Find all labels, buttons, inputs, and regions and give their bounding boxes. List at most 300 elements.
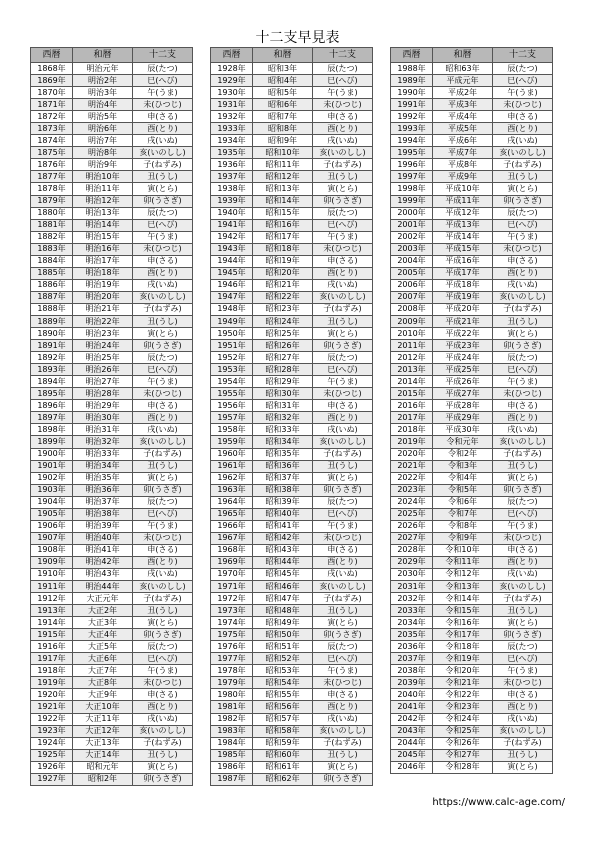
table-row	[391, 593, 553, 605]
table-row	[391, 412, 553, 424]
cell-japanese-era: 昭和45年	[253, 568, 313, 580]
cell-zodiac: 戌(いぬ)	[133, 135, 193, 147]
cell-western-year: 1974年	[211, 617, 253, 629]
cell-western-year: 1936年	[211, 159, 253, 171]
table-row	[31, 340, 193, 352]
cell-zodiac: 未(ひつじ)	[313, 99, 373, 111]
cell-zodiac: 酉(とり)	[133, 267, 193, 279]
table-row	[31, 255, 193, 267]
cell-western-year: 2020年	[391, 448, 433, 460]
cell-western-year: 1970年	[211, 568, 253, 580]
cell-japanese-era: 昭和30年	[253, 388, 313, 400]
cell-japanese-era: 明治21年	[73, 303, 133, 315]
cell-western-year: 2015年	[391, 388, 433, 400]
cell-zodiac: 戌(いぬ)	[313, 713, 373, 725]
cell-japanese-era: 明治22年	[73, 315, 133, 327]
cell-zodiac: 未(ひつじ)	[313, 532, 373, 544]
cell-zodiac: 寅(とら)	[133, 472, 193, 484]
cell-zodiac: 申(さる)	[493, 255, 553, 267]
cell-zodiac: 午(うま)	[493, 87, 553, 99]
cell-japanese-era: 明治27年	[73, 376, 133, 388]
cell-zodiac: 子(ねずみ)	[493, 593, 553, 605]
cell-western-year: 1994年	[391, 135, 433, 147]
table-row	[31, 605, 193, 617]
cell-japanese-era: 大正6年	[73, 653, 133, 665]
table-row	[211, 63, 373, 75]
cell-japanese-era: 令和27年	[433, 749, 493, 761]
cell-western-year: 2032年	[391, 593, 433, 605]
cell-western-year: 1952年	[211, 352, 253, 364]
table-row	[391, 376, 553, 388]
cell-zodiac: 辰(たつ)	[493, 496, 553, 508]
cell-zodiac: 申(さる)	[313, 544, 373, 556]
cell-western-year: 1944年	[211, 255, 253, 267]
cell-western-year: 2037年	[391, 653, 433, 665]
table-row	[391, 508, 553, 520]
cell-western-year: 1975年	[211, 629, 253, 641]
table-row	[211, 520, 373, 532]
cell-zodiac: 申(さる)	[133, 400, 193, 412]
cell-western-year: 2044年	[391, 737, 433, 749]
cell-japanese-era: 昭和28年	[253, 364, 313, 376]
header-zodiac: 十二支	[313, 48, 373, 63]
cell-japanese-era: 令和元年	[433, 436, 493, 448]
table-row	[391, 135, 553, 147]
cell-zodiac: 子(ねずみ)	[313, 159, 373, 171]
cell-japanese-era: 昭和50年	[253, 629, 313, 641]
table-row	[31, 279, 193, 291]
cell-japanese-era: 昭和53年	[253, 665, 313, 677]
cell-western-year: 1903年	[31, 484, 73, 496]
cell-japanese-era: 昭和4年	[253, 75, 313, 87]
cell-zodiac: 亥(いのしし)	[133, 147, 193, 159]
cell-zodiac: 未(ひつじ)	[313, 677, 373, 689]
table-row	[31, 99, 193, 111]
cell-japanese-era: 平成23年	[433, 340, 493, 352]
table-row	[391, 448, 553, 460]
cell-western-year: 1960年	[211, 448, 253, 460]
cell-zodiac: 子(ねずみ)	[493, 159, 553, 171]
table-row	[391, 520, 553, 532]
cell-zodiac: 巳(へび)	[313, 364, 373, 376]
table-row	[31, 231, 193, 243]
cell-japanese-era: 平成8年	[433, 159, 493, 171]
cell-zodiac: 亥(いのしし)	[133, 291, 193, 303]
cell-japanese-era: 令和4年	[433, 472, 493, 484]
cell-zodiac: 寅(とら)	[493, 617, 553, 629]
cell-zodiac: 丑(うし)	[133, 460, 193, 472]
cell-western-year: 1980年	[211, 689, 253, 701]
cell-zodiac: 亥(いのしし)	[313, 147, 373, 159]
cell-japanese-era: 昭和18年	[253, 243, 313, 255]
cell-western-year: 1914年	[31, 617, 73, 629]
cell-zodiac: 未(ひつじ)	[493, 677, 553, 689]
cell-zodiac: 寅(とら)	[493, 328, 553, 340]
cell-western-year: 1934年	[211, 135, 253, 147]
table-row	[391, 111, 553, 123]
table-row	[391, 364, 553, 376]
cell-japanese-era: 昭和62年	[253, 773, 313, 785]
cell-japanese-era: 昭和10年	[253, 147, 313, 159]
table-row	[31, 171, 193, 183]
cell-western-year: 1918年	[31, 665, 73, 677]
table-row	[31, 617, 193, 629]
cell-japanese-era: 昭和5年	[253, 87, 313, 99]
cell-zodiac: 寅(とら)	[133, 328, 193, 340]
cell-japanese-era: 明治13年	[73, 207, 133, 219]
cell-zodiac: 酉(とり)	[313, 123, 373, 135]
cell-zodiac: 戌(いぬ)	[313, 424, 373, 436]
table-row	[211, 424, 373, 436]
table-row	[211, 75, 373, 87]
cell-japanese-era: 平成3年	[433, 99, 493, 111]
table-row	[391, 99, 553, 111]
cell-western-year: 2023年	[391, 484, 433, 496]
cell-western-year: 1912年	[31, 593, 73, 605]
table-row	[31, 424, 193, 436]
cell-western-year: 1943年	[211, 243, 253, 255]
header-zodiac: 十二支	[493, 48, 553, 63]
table-row	[211, 701, 373, 713]
cell-zodiac: 申(さる)	[313, 689, 373, 701]
cell-zodiac: 亥(いのしし)	[493, 436, 553, 448]
cell-zodiac: 辰(たつ)	[313, 496, 373, 508]
cell-western-year: 1996年	[391, 159, 433, 171]
cell-japanese-era: 昭和39年	[253, 496, 313, 508]
cell-western-year: 1924年	[31, 737, 73, 749]
cell-zodiac: 丑(うし)	[313, 315, 373, 327]
cell-japanese-era: 昭和42年	[253, 532, 313, 544]
cell-western-year: 1939年	[211, 195, 253, 207]
cell-japanese-era: 明治29年	[73, 400, 133, 412]
cell-western-year: 1928年	[211, 63, 253, 75]
cell-japanese-era: 明治43年	[73, 568, 133, 580]
table-row	[31, 508, 193, 520]
table-row	[391, 689, 553, 701]
cell-zodiac: 辰(たつ)	[493, 207, 553, 219]
table-row	[391, 388, 553, 400]
cell-western-year: 1984年	[211, 737, 253, 749]
table-row	[31, 159, 193, 171]
cell-western-year: 1997年	[391, 171, 433, 183]
cell-zodiac: 寅(とら)	[493, 183, 553, 195]
cell-zodiac: 子(ねずみ)	[313, 593, 373, 605]
cell-japanese-era: 昭和21年	[253, 279, 313, 291]
cell-western-year: 1932年	[211, 111, 253, 123]
cell-western-year: 1991年	[391, 99, 433, 111]
cell-japanese-era: 昭和47年	[253, 593, 313, 605]
cell-zodiac: 巳(へび)	[133, 75, 193, 87]
cell-japanese-era: 明治32年	[73, 436, 133, 448]
table-row	[391, 171, 553, 183]
cell-western-year: 1913年	[31, 605, 73, 617]
cell-western-year: 1909年	[31, 556, 73, 568]
cell-japanese-era: 平成22年	[433, 328, 493, 340]
table-row	[31, 376, 193, 388]
table-row	[391, 737, 553, 749]
cell-western-year: 1969年	[211, 556, 253, 568]
cell-japanese-era: 明治35年	[73, 472, 133, 484]
cell-japanese-era: 明治38年	[73, 508, 133, 520]
cell-western-year: 1868年	[31, 63, 73, 75]
cell-japanese-era: 平成14年	[433, 231, 493, 243]
cell-zodiac: 丑(うし)	[313, 171, 373, 183]
cell-zodiac: 酉(とり)	[313, 701, 373, 713]
cell-zodiac: 卯(うさぎ)	[133, 340, 193, 352]
cell-japanese-era: 昭和44年	[253, 556, 313, 568]
cell-japanese-era: 平成21年	[433, 315, 493, 327]
cell-japanese-era: 昭和43年	[253, 544, 313, 556]
cell-japanese-era: 昭和33年	[253, 424, 313, 436]
cell-western-year: 1870年	[31, 87, 73, 99]
cell-western-year: 1881年	[31, 219, 73, 231]
table-row	[31, 63, 193, 75]
cell-zodiac: 丑(うし)	[313, 605, 373, 617]
table-row	[391, 75, 553, 87]
cell-zodiac: 戌(いぬ)	[493, 424, 553, 436]
table-row	[391, 424, 553, 436]
table-row	[31, 665, 193, 677]
cell-japanese-era: 令和21年	[433, 677, 493, 689]
cell-western-year: 1906年	[31, 520, 73, 532]
table-row	[211, 484, 373, 496]
table-row	[31, 460, 193, 472]
cell-japanese-era: 平成15年	[433, 243, 493, 255]
table-row	[211, 713, 373, 725]
cell-zodiac: 戌(いぬ)	[133, 568, 193, 580]
cell-western-year: 2036年	[391, 641, 433, 653]
cell-western-year: 1990年	[391, 87, 433, 99]
cell-zodiac: 寅(とら)	[493, 472, 553, 484]
cell-western-year: 1999年	[391, 195, 433, 207]
cell-western-year: 2008年	[391, 303, 433, 315]
cell-western-year: 2025年	[391, 508, 433, 520]
cell-western-year: 1979年	[211, 677, 253, 689]
cell-japanese-era: 平成6年	[433, 135, 493, 147]
cell-western-year: 2003年	[391, 243, 433, 255]
table-row	[391, 581, 553, 593]
cell-zodiac: 戌(いぬ)	[133, 713, 193, 725]
table-row	[31, 135, 193, 147]
table-row	[211, 183, 373, 195]
cell-japanese-era: 平成4年	[433, 111, 493, 123]
cell-japanese-era: 大正11年	[73, 713, 133, 725]
cell-western-year: 1907年	[31, 532, 73, 544]
cell-western-year: 2031年	[391, 581, 433, 593]
cell-japanese-era: 平成16年	[433, 255, 493, 267]
cell-japanese-era: 昭和12年	[253, 171, 313, 183]
cell-japanese-era: 昭和29年	[253, 376, 313, 388]
cell-japanese-era: 昭和48年	[253, 605, 313, 617]
cell-zodiac: 午(うま)	[133, 520, 193, 532]
cell-zodiac: 未(ひつじ)	[493, 388, 553, 400]
cell-western-year: 1879年	[31, 195, 73, 207]
cell-japanese-era: 平成26年	[433, 376, 493, 388]
cell-western-year: 1900年	[31, 448, 73, 460]
table-row	[31, 701, 193, 713]
cell-japanese-era: 昭和3年	[253, 63, 313, 75]
cell-western-year: 1886年	[31, 279, 73, 291]
table-row	[211, 243, 373, 255]
cell-zodiac: 丑(うし)	[133, 171, 193, 183]
table-row	[31, 195, 193, 207]
cell-western-year: 1894年	[31, 376, 73, 388]
table-row	[211, 340, 373, 352]
cell-zodiac: 辰(たつ)	[313, 63, 373, 75]
cell-zodiac: 亥(いのしし)	[313, 581, 373, 593]
cell-japanese-era: 令和11年	[433, 556, 493, 568]
cell-japanese-era: 昭和25年	[253, 328, 313, 340]
cell-zodiac: 卯(うさぎ)	[133, 195, 193, 207]
table-row	[211, 255, 373, 267]
table-row	[31, 568, 193, 580]
cell-japanese-era: 昭和54年	[253, 677, 313, 689]
cell-japanese-era: 明治19年	[73, 279, 133, 291]
cell-japanese-era: 平成20年	[433, 303, 493, 315]
table-row	[211, 171, 373, 183]
cell-western-year: 1981年	[211, 701, 253, 713]
cell-western-year: 1985年	[211, 749, 253, 761]
table-row	[211, 556, 373, 568]
header-western-year: 西暦	[391, 48, 433, 63]
cell-zodiac: 申(さる)	[133, 544, 193, 556]
cell-japanese-era: 昭和63年	[433, 63, 493, 75]
cell-western-year: 1951年	[211, 340, 253, 352]
table-row	[211, 436, 373, 448]
cell-western-year: 2045年	[391, 749, 433, 761]
table-row	[391, 713, 553, 725]
table-row	[391, 303, 553, 315]
cell-zodiac: 寅(とら)	[493, 761, 553, 773]
table-row	[31, 556, 193, 568]
cell-zodiac: 辰(たつ)	[493, 63, 553, 75]
cell-zodiac: 巳(へび)	[493, 219, 553, 231]
cell-japanese-era: 令和23年	[433, 701, 493, 713]
cell-western-year: 2034年	[391, 617, 433, 629]
cell-zodiac: 寅(とら)	[313, 472, 373, 484]
cell-zodiac: 未(ひつじ)	[133, 99, 193, 111]
table-row	[391, 532, 553, 544]
cell-japanese-era: 大正9年	[73, 689, 133, 701]
cell-western-year: 1923年	[31, 725, 73, 737]
table-row	[31, 207, 193, 219]
cell-japanese-era: 昭和49年	[253, 617, 313, 629]
table-row	[211, 400, 373, 412]
cell-zodiac: 子(ねずみ)	[313, 737, 373, 749]
cell-zodiac: 午(うま)	[133, 87, 193, 99]
table-row	[211, 629, 373, 641]
table-row	[391, 617, 553, 629]
cell-zodiac: 亥(いのしし)	[493, 581, 553, 593]
cell-japanese-era: 大正13年	[73, 737, 133, 749]
cell-zodiac: 寅(とら)	[313, 328, 373, 340]
table-row	[31, 111, 193, 123]
table-row	[211, 123, 373, 135]
table-row	[391, 725, 553, 737]
cell-zodiac: 戌(いぬ)	[313, 568, 373, 580]
cell-japanese-era: 令和5年	[433, 484, 493, 496]
table-row	[31, 364, 193, 376]
cell-zodiac: 巳(へび)	[133, 508, 193, 520]
cell-zodiac: 亥(いのしし)	[493, 725, 553, 737]
cell-japanese-era: 明治2年	[73, 75, 133, 87]
cell-zodiac: 戌(いぬ)	[133, 424, 193, 436]
table-row	[31, 472, 193, 484]
cell-zodiac: 卯(うさぎ)	[493, 195, 553, 207]
header-row	[211, 48, 373, 63]
table-row	[31, 75, 193, 87]
cell-japanese-era: 令和20年	[433, 665, 493, 677]
cell-zodiac: 未(ひつじ)	[313, 388, 373, 400]
cell-japanese-era: 明治14年	[73, 219, 133, 231]
table-row	[391, 243, 553, 255]
cell-western-year: 1938年	[211, 183, 253, 195]
table-row	[31, 328, 193, 340]
cell-japanese-era: 明治15年	[73, 231, 133, 243]
cell-zodiac: 辰(たつ)	[493, 352, 553, 364]
table-row	[31, 761, 193, 773]
cell-zodiac: 巳(へび)	[133, 219, 193, 231]
cell-western-year: 1880年	[31, 207, 73, 219]
table-row	[31, 484, 193, 496]
table-row	[211, 135, 373, 147]
table-row	[31, 653, 193, 665]
cell-zodiac: 巳(へび)	[313, 75, 373, 87]
cell-japanese-era: 令和2年	[433, 448, 493, 460]
cell-japanese-era: 昭和7年	[253, 111, 313, 123]
cell-western-year: 1959年	[211, 436, 253, 448]
cell-zodiac: 巳(へび)	[493, 653, 553, 665]
cell-japanese-era: 令和13年	[433, 581, 493, 593]
table-row	[391, 484, 553, 496]
cell-zodiac: 卯(うさぎ)	[133, 484, 193, 496]
table-row	[211, 460, 373, 472]
cell-western-year: 2029年	[391, 556, 433, 568]
table-row	[31, 412, 193, 424]
table-row	[391, 159, 553, 171]
cell-japanese-era: 昭和11年	[253, 159, 313, 171]
cell-western-year: 1883年	[31, 243, 73, 255]
cell-japanese-era: 平成29年	[433, 412, 493, 424]
table-row	[391, 315, 553, 327]
cell-zodiac: 亥(いのしし)	[133, 725, 193, 737]
footer-url: https://www.calc-age.com/	[432, 797, 565, 808]
cell-zodiac: 酉(とり)	[493, 267, 553, 279]
table-row	[391, 291, 553, 303]
table-row	[31, 87, 193, 99]
table-row	[31, 581, 193, 593]
cell-western-year: 1955年	[211, 388, 253, 400]
table-body	[31, 63, 193, 786]
table-row	[211, 279, 373, 291]
cell-japanese-era: 明治8年	[73, 147, 133, 159]
cell-western-year: 2022年	[391, 472, 433, 484]
cell-western-year: 1888年	[31, 303, 73, 315]
cell-zodiac: 午(うま)	[493, 520, 553, 532]
cell-japanese-era: 明治23年	[73, 328, 133, 340]
cell-western-year: 1941年	[211, 219, 253, 231]
cell-zodiac: 子(ねずみ)	[313, 448, 373, 460]
cell-zodiac: 午(うま)	[313, 231, 373, 243]
cell-japanese-era: 明治12年	[73, 195, 133, 207]
cell-japanese-era: 昭和16年	[253, 219, 313, 231]
cell-japanese-era: 昭和58年	[253, 725, 313, 737]
cell-western-year: 1917年	[31, 653, 73, 665]
cell-western-year: 1968年	[211, 544, 253, 556]
cell-japanese-era: 明治30年	[73, 412, 133, 424]
table-row	[391, 255, 553, 267]
cell-zodiac: 丑(うし)	[133, 605, 193, 617]
